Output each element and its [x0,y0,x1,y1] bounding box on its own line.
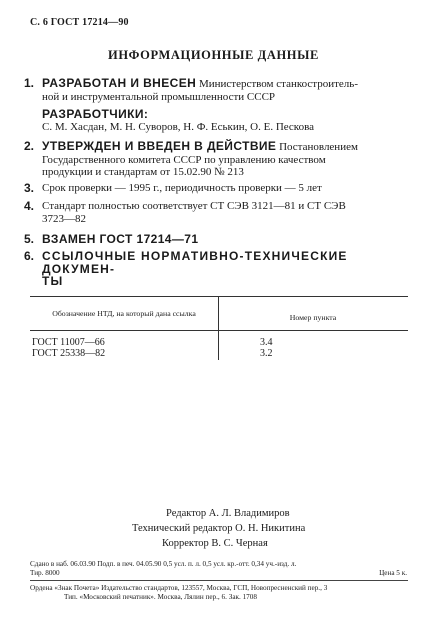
imprint-price: Цена 5 к. [379,569,407,577]
item-number: 5. [24,232,35,246]
imprint-rule [30,580,408,581]
item-number: 2. [24,139,35,153]
item-number: 1. [24,76,35,90]
imprint-printer: Тип. «Московский печатник». Москва, Лялин пер., 6. Зак. 1708 [64,593,257,601]
table-top-rule [30,296,408,297]
page-header: С. 6 ГОСТ 17214—90 [30,17,129,28]
item-number: 6. [24,249,35,263]
tech-editor-credit: Технический редактор О. Н. Никитина [132,523,306,534]
item-caps: УТВЕРЖДЕН И ВВЕДЕН В ДЕЙСТВИЕ [42,139,277,153]
item-text-line: Стандарт полностью соответствует СТ СЭВ 3121—81 и СТ СЭВ [42,200,346,212]
developers-heading: РАЗРАБОТЧИКИ: [42,107,149,121]
item-caps: РАЗРАБОТАН И ВНЕСЕН [42,76,197,90]
proofreader-credit: Корректор В. С. Черная [162,538,268,549]
item-text [42,77,410,103]
item-text [42,200,410,225]
table-cell-clause: 3.4 [260,337,273,348]
item-number: 4. [24,199,35,213]
page-title: ИНФОРМАЦИОННЫЕ ДАННЫЕ [108,48,319,62]
item-caps-line: ТЫ [42,274,64,288]
item-text: Срок проверки — 1995 г., периодичность проверки — 5 лет [42,182,322,194]
item-text-line: 3723—82 [42,212,86,225]
developers-names: С. М. Хасдан, М. Н. Суворов, Н. Ф. Еськин, О. Е. Пескова [42,121,315,133]
table-cell-designation: ГОСТ 25338—82 [32,348,106,359]
table-cell-designation: ГОСТ 11007—66 [32,337,105,348]
item-number: 3. [24,181,35,195]
item-text-line: Постановлением [276,141,358,153]
imprint-publisher: Ордена «Знак Почета» Издательство стандартов, 123557, Москва, ГСП, Новопресненский пер., 3 [30,584,328,592]
item-text-line: продукции и стандартам от 15.02.90 № 213 [42,166,244,178]
table-cell-clause: 3.2 [260,348,273,359]
imprint-line-1: Сдано в наб. 06.03.90 Подп. в печ. 04.05.90 0,5 усл. п. л. 0,5 усл. кр.-отт. 0,34 уч.-изд. л. [30,560,297,568]
table-header-designation: Обозначение НТД, на который дана ссылка [52,309,196,318]
item-caps: ВЗАМЕН ГОСТ 17214—71 [42,232,199,246]
item-text-line: ной и инструментальной промышленности СССР [42,90,276,103]
item-caps-line: ССЫЛОЧНЫЕ НОРМАТИВНО-ТЕХНИЧЕСКИЕ ДОКУМЕН- [42,249,348,276]
item-text [42,140,410,179]
editor-credit: Редактор А. Л. Владимиров [166,508,290,519]
developers-block [42,108,412,134]
table-header-rule [30,330,408,331]
reference-table [30,296,408,406]
item-text-line: Министерством станкостроитель- [196,78,358,90]
item-text-line: Государственного комитета СССР по управлению качеством [42,153,326,166]
item-caps [42,250,410,288]
table-header-clause: Номер пункта [289,313,337,322]
table-column-divider [218,296,219,360]
imprint-print-run: Тир. 8000 [30,569,60,577]
